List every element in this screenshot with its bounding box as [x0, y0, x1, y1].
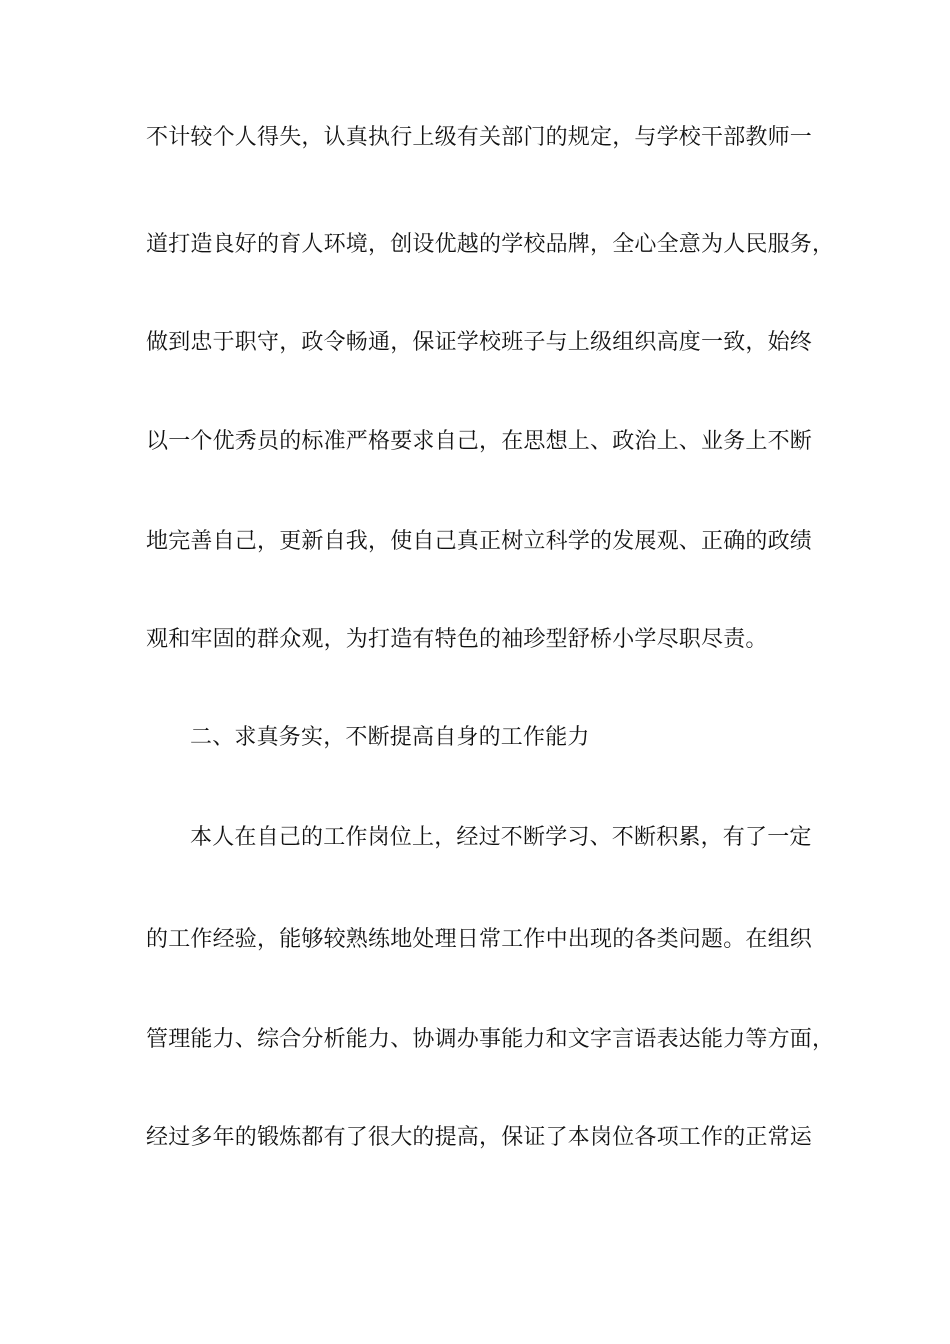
paragraph-line: 管理能力、综合分析能力、协调办事能力和文字言语表达能力等方面， — [146, 1027, 835, 1052]
paragraph-line: 观和牢固的群众观，为打造有特色的袖珍型舒桥小学尽职尽责。 — [146, 627, 768, 652]
paragraph-line: 道打造良好的育人环境，创设优越的学校品牌，全心全意为人民服务， — [146, 232, 835, 257]
paragraph-line: 以一个优秀员的标准严格要求自己，在思想上、政治上、业务上不断 — [146, 429, 813, 454]
section-heading: 二、求真务实，不断提高自身的工作能力 — [190, 725, 590, 750]
paragraph-line: 不计较个人得失，认真执行上级有关部门的规定，与学校干部教师一 — [146, 125, 813, 150]
paragraph-line: 做到忠于职守，政令畅通，保证学校班子与上级组织高度一致，始终 — [146, 330, 813, 355]
paragraph-line: 经过多年的锻炼都有了很大的提高，保证了本岗位各项工作的正常运 — [146, 1125, 813, 1150]
paragraph-line: 本人在自己的工作岗位上，经过不断学习、不断积累，有了一定 — [190, 825, 812, 850]
paragraph-line: 的工作经验，能够较熟练地处理日常工作中出现的各类问题。在组织 — [146, 927, 813, 952]
paragraph-line: 地完善自己，更新自我，使自己真正树立科学的发展观、正确的政绩 — [146, 529, 813, 554]
